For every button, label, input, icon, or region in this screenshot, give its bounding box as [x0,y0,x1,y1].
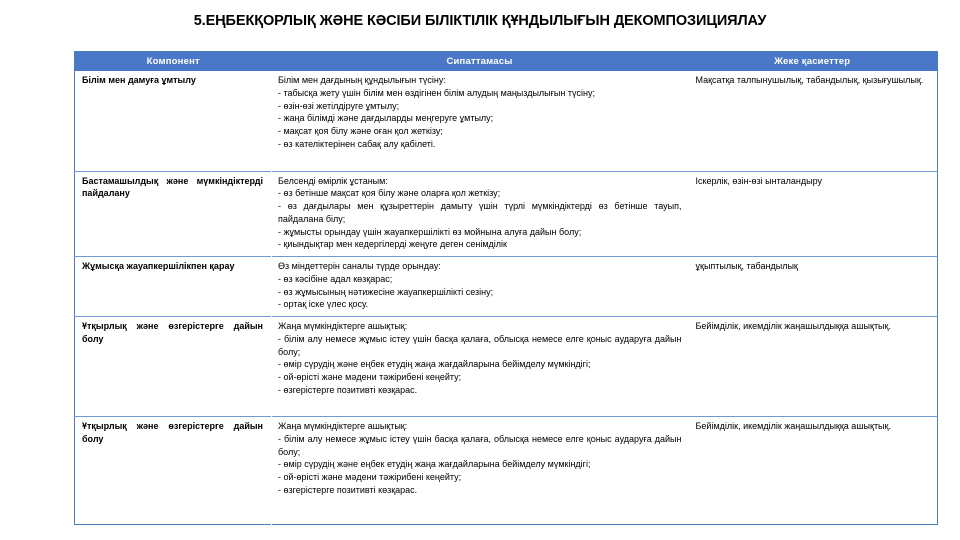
cell-qualities [688,257,938,317]
description-line: - мақсат қоя білу және оған қол жеткізу; [278,126,443,137]
description-line: Жаңа мүмкіндіктерге ашықтық: [278,321,408,332]
cell-description [272,257,688,317]
description-line: - жұмысты орындау үшін жауапкершілікті өз мойнына алуға дайын болу; [278,226,582,237]
description-line: Белсенді өмірлік ұстаным: [278,175,388,186]
cell-component: Бастамашылдық және мүмкіндіктерді пайдалану [75,171,272,257]
description-line: Жаңа мүмкіндіктерге ашықтық: [278,421,408,432]
description-line: - өзін-өзі жетілдіруге ұмтылу; [278,100,400,111]
qualities-line: Бейімділік, икемділік жаңашылдыққа ашықтық. [695,421,891,432]
qualities-line: Іскерлік, өзін-өзі ынталандыру [695,175,822,186]
description-line: - жаңа білімді және дағдыларды меңгеруге ұмтылу; [278,113,494,124]
cell-qualities [688,71,938,171]
description-line: - ой-өрісті және мәдени тәжірибені кеңейту; [278,372,462,383]
description-line: - өз бетінше мақсат қоя білу және оларға қол жеткізу; [278,188,501,199]
description-line: - өз жұмысының нәтижесіне жауапкершілікті сезіну; [278,286,494,297]
cell-component: Жұмысқа жауапкершілікпен қарау [75,257,272,317]
column-header-component: Компонент [75,52,272,72]
description-line: - өмір сүрудің және еңбек етудің жаңа жағдайларына бейімделу мүмкіндігі; [278,459,591,470]
page-title: 5.ЕҢБЕКҚОРЛЫҚ ЖӘНЕ КӘСІБИ БІЛІКТІЛІК ҚҰНДЫЛЫҒЫН ДЕКОМПОЗИЦИЯЛАУ [193,13,767,29]
cell-qualities [688,171,938,257]
description-line: - ой-өрісті және мәдени тәжірибені кеңейту; [278,472,462,483]
cell-description [272,71,688,171]
cell-description [272,417,688,525]
description-line: - ортақ іске үлес қосу. [278,299,369,310]
table-body [75,71,938,525]
description-line: - өз кәсібіне адал көзқарас; [278,273,393,284]
cell-qualities [688,317,938,417]
description-line: - өз кателіктерінен сабақ алу қабілеті. [278,138,436,149]
decomposition-table [74,51,938,525]
table-row [75,71,938,171]
cell-qualities [688,417,938,525]
cell-component: Ұтқырлық және өзгерістерге дайын болу [75,317,272,417]
description-line: - өз дағдылары мен құзыреттерін дамыту үшін түрлі мүмкіндіктерді өз бетінше тауып, пайдалана білу; [278,201,682,224]
decomposition-table-wrapper [74,51,937,525]
description-line: - білім алу немесе жұмыс істеу үшін басқа қалаға, облысқа немесе елге қоныс аударуға дайын болу; [278,433,682,457]
table-row [75,171,938,257]
description-line: - өмір сүрудің және еңбек етудің жаңа жағдайларына бейімделу мүмкіндігі; [278,359,591,370]
table-row [75,317,938,417]
qualities-line: Мақсатқа талпынушылық, табандылық, қызығушылық. [695,75,924,85]
column-header-qualities: Жеке қасиеттер [688,52,938,72]
cell-component: Ұтқырлық және өзгерістерге дайын болу [75,417,272,525]
description-line: - қиындықтар мен кедергілерді жеңуге деген сенімділік [278,239,507,250]
table-row [75,257,938,317]
description-line: - өзгерістерге позитивті көзқарас. [278,384,418,395]
description-line: - білім алу немесе жұмыс істеу үшін басқа қалаға, облысқа немесе елге қоныс аударуға дайын болу; [278,333,682,357]
description-line: Өз міндеттерін саналы түрде орындау: [278,261,441,272]
cell-description [272,171,688,257]
description-line: - табысқа жету үшін білім мен өздігінен білім алудың маңыздылығын түсіну; [278,87,595,98]
qualities-line: Бейімділік, икемділік жаңашылдыққа ашықтық. [695,321,891,332]
qualities-line: ұқыптылық, табандылық [695,261,798,272]
table-header-row [75,52,938,72]
description-line: - өзгерістерге позитивті көзқарас. [278,484,418,495]
table-header [75,52,938,72]
description-line: Білім мен дағдының құндылығын түсіну: [278,75,446,85]
column-header-description: Сипаттамасы [272,52,688,72]
cell-component: Білім мен дамуға ұмтылу [82,75,196,85]
table-row [75,417,938,525]
cell-description [272,317,688,417]
